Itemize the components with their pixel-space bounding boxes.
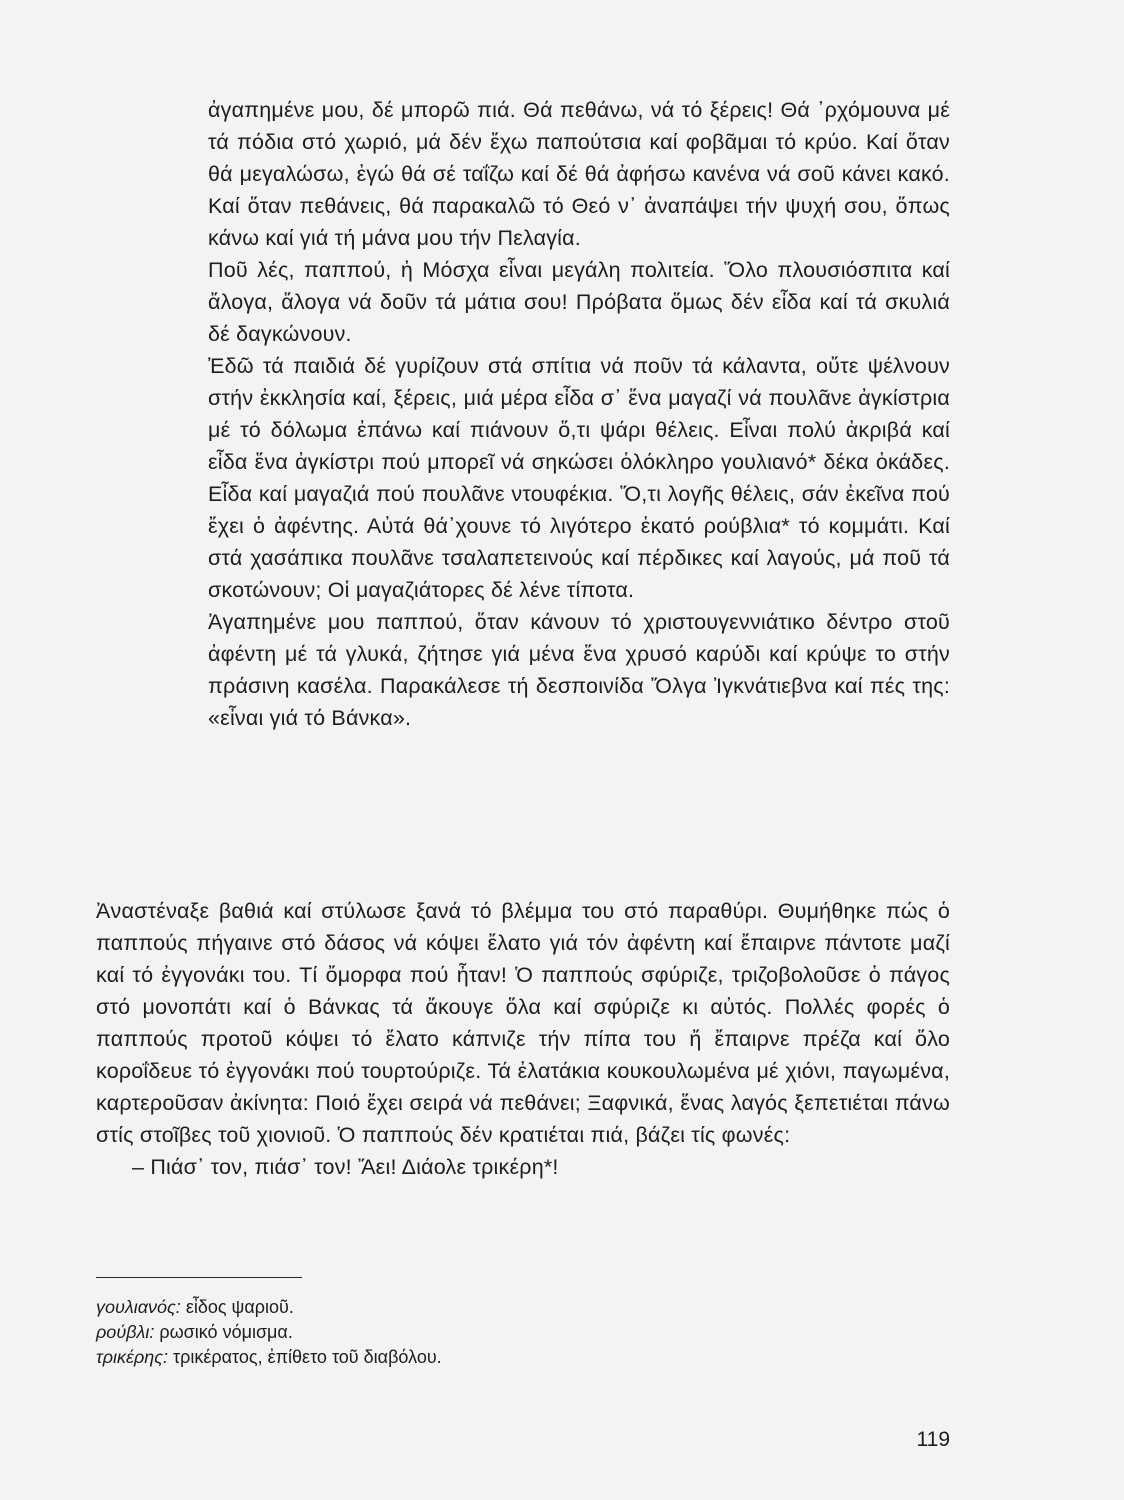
footnote-definition: εἶδος ψαριοῦ. bbox=[185, 1297, 294, 1317]
footnote-divider bbox=[96, 1277, 302, 1278]
narrative-text bbox=[96, 895, 950, 1183]
letter-paragraph-3: Ἐδῶ τά παιδιά δέ γυρίζουν στά σπίτια νά ποῦν τά κάλαντα, οὔτε ψέλνουν στήν ἐκκλησία καί, ξέρεις, μιά μέρα εἶδα σ᾽ ἕνα μαγαζί νά πουλᾶνε ἀγκίστρια μέ τό δόλωμα ἐπάνω καί πιάνουν ὅ,τι ψάρι θέλεις. Εἶναι πολύ ἀκριβά καί εἶδα ἕνα ἀγκίστρι πού μπορεῖ νά σηκώσει ὁλόκληρο γουλιανό* δέκα ὀκάδες. Εἶδα καί μαγαζιά πού πουλᾶνε ντουφέκια. Ὅ,τι λογῆς θέλεις, σάν ἐκεῖνα πού ἔχει ὁ ἀφέντης. Αὐτά θά᾽χουνε τό λιγότερο ἑκατό ρούβλια* τό κομμάτι. Καί στά χασάπικα πουλᾶνε τσαλαπετεινούς καί πέρδικες καί λαγούς, μά ποῦ τά σκοτώνουν; Οἱ μαγαζιάτορες δέ λένε τίποτα. bbox=[208, 354, 950, 602]
narrative-paragraph: Ἀναστέναξε βαθιά καί στύλωσε ξανά τό βλέμμα του στό παραθύρι. Θυμήθηκε πώς ὁ παππούς πήγαινε στό δάσος νά κόψει ἔλατο γιά τόν ἀφέντη καί ἔπαιρνε πάντοτε μαζί καί τό ἐγγονάκι του. Τί ὄμορφα πού ἦταν! Ὁ παππούς σφύριζε, τριζοβολοῦσε ὁ πάγος στό μονοπάτι καί ὁ Βάνκας τά ἄκουγε ὅλα καί σφύριζε κι αὐτός. Πολλές φορές ὁ παππούς προτοῦ κόψει τό ἔλατο κάπνιζε τήν πίπα του ἤ ἔπαιρνε πρέζα καί ὅλο κοροΐδευε τό ἐγγονάκι πού τουρτούριζε. Τά ἐλατάκια κουκουλωμένα μέ χιόνι, παγωμένα, καρτεροῦσαν ἀκίνητα: Ποιό ἔχει σειρά νά πεθάνει; Ξαφνικά, ἕνας λαγός ξεπετιέται πάνω στίς στοῖβες τοῦ χιονιοῦ. Ὁ παππούς δέν κρατιέται πιά, βάζει τίς φωνές: bbox=[96, 899, 950, 1147]
page-number: 119 bbox=[916, 1428, 950, 1451]
footnote bbox=[96, 1320, 796, 1345]
footnote-definition: ρωσικό νόμισμα. bbox=[159, 1322, 293, 1342]
footnote bbox=[96, 1345, 796, 1370]
footnote-term: τρικέρης: bbox=[96, 1347, 169, 1367]
footnote-term: ρούβλι: bbox=[96, 1322, 155, 1342]
letter-paragraph-4: Ἀγαπημένε μου παππού, ὅταν κάνουν τό χριστουγεννιάτικο δέντρο στοῦ ἀφέντη μέ τά γλυκά, ζήτησε γιά μένα ἕνα χρυσό καρύδι καί κρύψε το στήν πράσινη κασέλα. Παρακάλεσε τή δεσποινίδα Ὄλγα Ἰγκνάτιεβνα καί πές της: «εἶναι γιά τό Βάνκα». bbox=[208, 610, 950, 730]
letter-paragraph-1: ἀγαπημένε μου, δέ μπορῶ πιά. Θά πεθάνω, νά τό ξέρεις! Θά ᾽ρχόμουνα μέ τά πόδια στό χωριό, μά δέν ἔχω παπούτσια καί φοβᾶμαι τό κρύο. Καί ὅταν θά μεγαλώσω, ἐγώ θά σέ ταΐζω καί δέ θά ἀφήσω κανένα νά σοῦ κάνει κακό. Καί ὅταν πεθάνεις, θά παρακαλῶ τό Θεό ν᾽ ἀναπάψει τήν ψυχή σου, ὅπως κάνω καί γιά τή μάνα μου τήν Πελαγία. bbox=[208, 98, 950, 250]
letter-text bbox=[208, 94, 950, 734]
dialogue-line: – Πιάσ᾽ τον, πιάσ᾽ τον! Ἄει! Διάολε τρικέρη*! bbox=[132, 1155, 559, 1179]
footnote-definition: τρικέρατος, ἐπίθετο τοῦ διαβόλου. bbox=[173, 1347, 442, 1367]
footnote bbox=[96, 1295, 796, 1320]
footnotes bbox=[96, 1295, 796, 1370]
footnote-term: γουλιανός: bbox=[96, 1297, 181, 1317]
letter-paragraph-2: Ποῦ λές, παππού, ἡ Μόσχα εἶναι μεγάλη πολιτεία. Ὅλο πλουσιόσπιτα καί ἄλογα, ἄλογα νά δοῦν τά μάτια σου! Πρόβατα ὅμως δέν εἶδα καί τά σκυλιά δέ δαγκώνουν. bbox=[208, 258, 950, 346]
